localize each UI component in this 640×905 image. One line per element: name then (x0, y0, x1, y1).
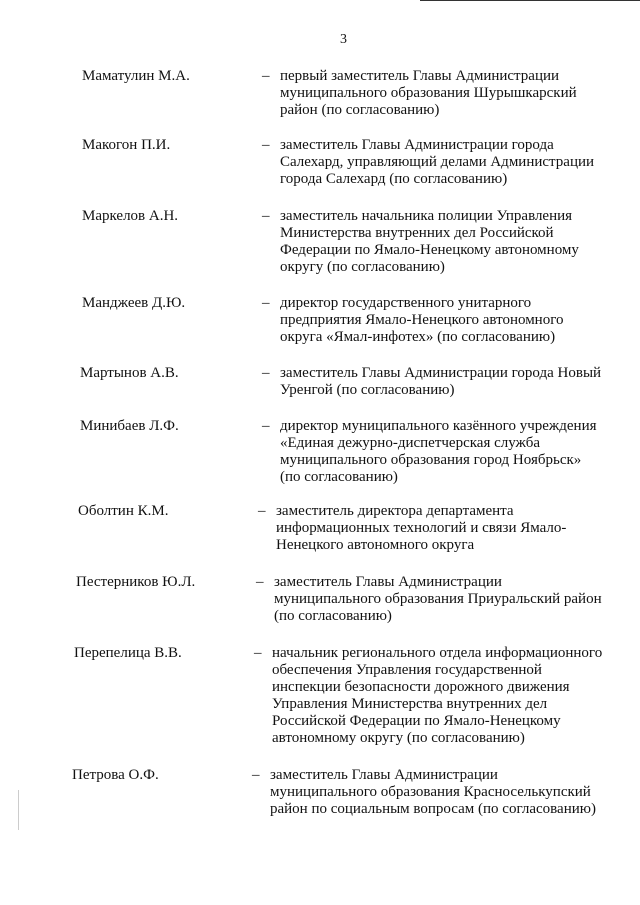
description-line: район (по согласованию) (280, 102, 440, 118)
description-line: заместитель директора департамента (276, 503, 514, 519)
entry-description (270, 767, 615, 818)
entry-name: Оболтин К.М. (78, 503, 169, 519)
entry-name: Макогон П.И. (82, 137, 171, 153)
entry-dash: – (262, 295, 270, 311)
entry-name: Перепелица В.В. (74, 645, 182, 661)
description-line: Ненецкого автономного округа (276, 537, 475, 553)
entry-dash: – (262, 68, 270, 84)
description-line: Российской Федерации по Ямало-Ненецкому (272, 713, 561, 729)
description-line: Министерства внутренних дел Российской (280, 225, 554, 241)
description-line: район по социальным вопросам (по согласованию) (270, 801, 596, 817)
entry-description (272, 645, 617, 747)
description-line: округа «Ямал-инфотех» (по согласованию) (280, 329, 556, 345)
description-line: начальник регионального отдела информационного (272, 645, 603, 661)
entry-dash: – (262, 208, 270, 224)
entry-name: Петрова О.Ф. (72, 767, 159, 783)
entry-name: Пестерников Ю.Л. (76, 574, 196, 590)
description-line: инспекции безопасности дорожного движения (272, 679, 570, 695)
description-line: заместитель Главы Администрации (274, 574, 502, 590)
description-line: (по согласованию) (280, 469, 398, 485)
entry-description (280, 365, 625, 399)
entry-name: Мартынов А.В. (80, 365, 179, 381)
entry-dash: – (262, 365, 270, 381)
entry-description (276, 503, 621, 554)
description-line: заместитель Главы Администрации (270, 767, 498, 783)
description-line: заместитель Главы Администрации города Новый (280, 365, 602, 381)
description-line: (по согласованию) (274, 608, 392, 624)
entry-name: Маматулин М.А. (82, 68, 190, 84)
description-line: заместитель начальника полиции Управления (280, 208, 573, 224)
entry-dash: – (258, 503, 266, 519)
scan-margin-mark (18, 790, 19, 830)
description-line: округу (по согласованию) (280, 259, 445, 275)
description-line: автономному округу (по согласованию) (272, 730, 525, 746)
entry-description (280, 295, 625, 346)
entry-dash: – (252, 767, 260, 783)
description-line: муниципального образования Красноселькупский (270, 784, 591, 800)
description-line: предприятия Ямало-Ненецкого автономного (280, 312, 564, 328)
entry-dash: – (262, 137, 270, 153)
entry-dash: – (256, 574, 264, 590)
description-line: «Единая дежурно-диспетчерская служба (280, 435, 541, 451)
entry-dash: – (262, 418, 270, 434)
page-number: 3 (340, 32, 347, 47)
description-line: директор государственного унитарного (280, 295, 532, 311)
description-line: Уренгой (по согласованию) (280, 382, 455, 398)
entry-description (280, 137, 625, 188)
entry-description (274, 574, 619, 625)
description-line: муниципального образования город Ноябрьск» (280, 452, 582, 468)
top-rule (420, 0, 640, 1)
entry-description (280, 418, 625, 486)
description-line: заместитель Главы Администрации города (280, 137, 554, 153)
description-line: муниципального образования Шурышкарский (280, 85, 577, 101)
description-line: обеспечения Управления государственной (272, 662, 542, 678)
entry-name: Манджеев Д.Ю. (82, 295, 186, 311)
entry-name: Минибаев Л.Ф. (80, 418, 179, 434)
description-line: Федерации по Ямало-Ненецкому автономному (280, 242, 579, 258)
description-line: Салехард, управляющий делами Администрации (280, 154, 595, 170)
entry-name: Маркелов А.Н. (82, 208, 179, 224)
description-line: директор муниципального казённого учреждения (280, 418, 597, 434)
description-line: первый заместитель Главы Администрации (280, 68, 560, 84)
entry-description (280, 68, 625, 119)
description-line: Управления Министерства внутренних дел (272, 696, 548, 712)
entry-description (280, 208, 625, 276)
description-line: города Салехард (по согласованию) (280, 171, 508, 187)
description-line: муниципального образования Приуральский район (274, 591, 602, 607)
description-line: информационных технологий и связи Ямало- (276, 520, 567, 536)
entry-dash: – (254, 645, 262, 661)
